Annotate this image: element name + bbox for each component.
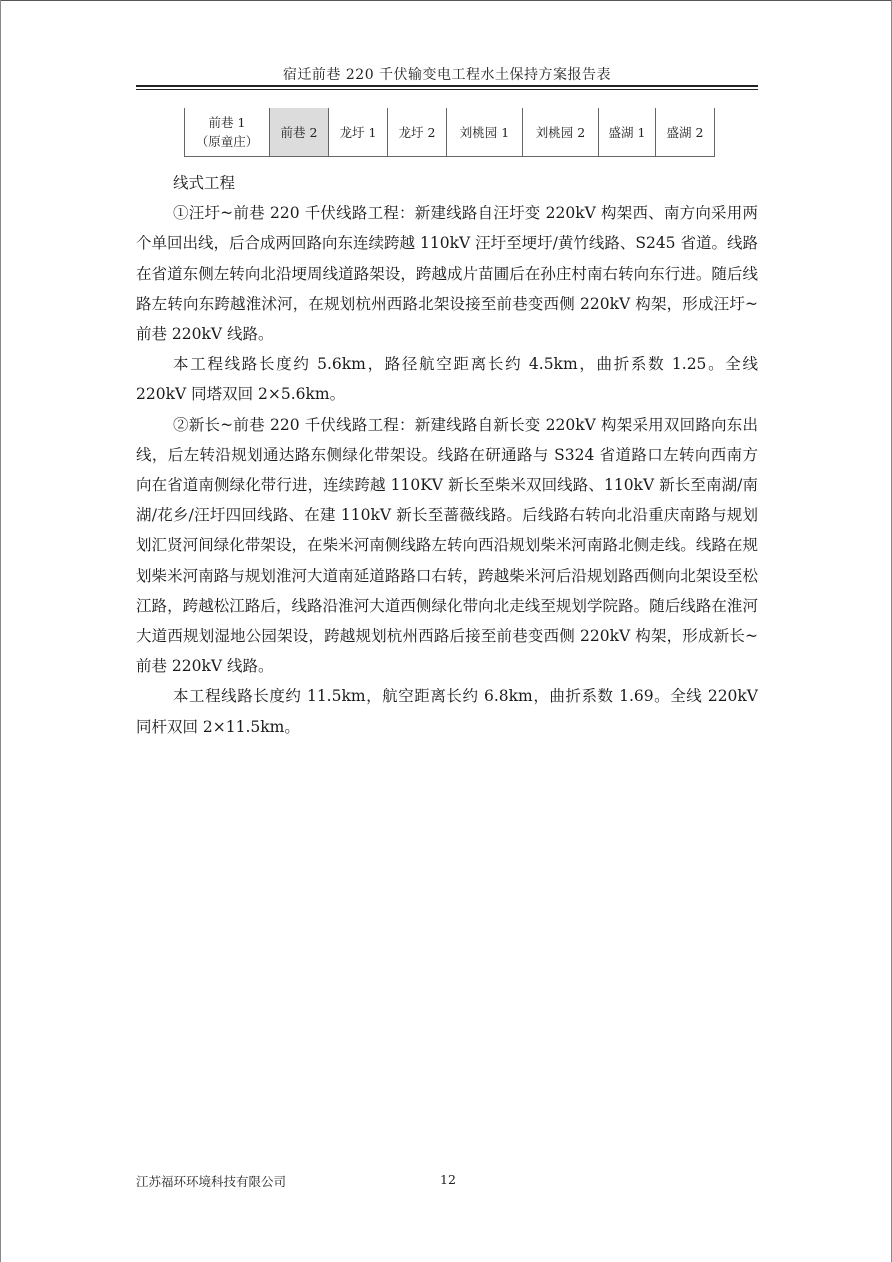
tab-label: 龙圩 1 bbox=[339, 124, 377, 140]
tab-label: 前巷 1 bbox=[208, 115, 246, 130]
tab-label: 盛湖 2 bbox=[666, 124, 704, 140]
tab-longwei-1[interactable] bbox=[329, 108, 388, 156]
tab-liutaoyuan-2[interactable] bbox=[523, 108, 599, 156]
header-rule-thin bbox=[136, 89, 758, 90]
tab-sublabel: （原童庄） bbox=[195, 134, 259, 149]
paragraph: ①汪圩~前巷 220 千伏线路工程：新建线路自汪圩变 220kV 构架西、南方向采用两个单回出线，后合成两回路向东连续跨越 110kV 汪圩至埂圩/黄竹线路、S245 省道。线路在省道东侧左转向北沿埂周线道路架设，跨越成片苗圃后在孙庄村南右转向东行进。随后线路左转向东跨越淮沭河，在规划杭州西路北架设接至前巷变西侧 220kV 构架，形成汪圩~前巷 220kV 线路。 bbox=[136, 204, 758, 344]
tab-liutaoyuan-1[interactable] bbox=[447, 108, 523, 156]
paragraph: ②新长~前巷 220 千伏线路工程：新建线路自新长变 220kV 构架采用双回路向东出线，后左转沿规划通达路东侧绿化带架设。线路在研通路与 S324 省道路口左转向西南方向在省道南侧绿化带行进，连续跨越 110KV 新长至柴米双回线路、110kV 新长至南湖/南湖/花乡/汪圩四回线路、在建 110kV 新长至蔷薇线路。后线路右转向北沿重庆南路与规划划汇贤河间绿化带架设，在柴米河南侧线路左转向西沿规划柴米河南路北侧走线。线路在规划柴米河南路与规划淮河大道南延道路路口右转，跨越柴米河后沿规划路西侧向北架设至松江路，跨越松江路后，线路沿淮河大道西侧绿化带向北走线至规划学院路。随后线路在淮河大道西规划湿地公园架设，跨越规划杭州西路后接至前巷变西侧 220kV 构架，形成新长~前巷 220kV 线路。 bbox=[136, 415, 758, 676]
document-body bbox=[136, 168, 758, 742]
tab-qianxiang-1[interactable] bbox=[185, 108, 270, 156]
page-top-border bbox=[0, 0, 892, 1]
tab-shenghu-1[interactable] bbox=[599, 108, 656, 156]
site-tabs bbox=[184, 108, 715, 157]
tab-label: 刘桃园 1 bbox=[459, 124, 510, 140]
header-title: 宿迁前巷 220 千伏输变电工程水土保持方案报告表 bbox=[282, 67, 612, 83]
page-left-border bbox=[0, 0, 1, 1262]
header-rule-thick bbox=[136, 85, 758, 87]
section-title: 线式工程 bbox=[173, 174, 236, 192]
page-number: 12 bbox=[440, 1172, 456, 1187]
tab-label: 刘桃园 2 bbox=[535, 124, 586, 140]
tab-label: 龙圩 2 bbox=[398, 124, 436, 140]
tab-label: 盛湖 1 bbox=[608, 124, 646, 140]
footer-company: 江苏福环环境科技有限公司 bbox=[136, 1174, 287, 1189]
tab-label: 前巷 2 bbox=[280, 124, 318, 140]
tab-shenghu-2[interactable] bbox=[656, 108, 715, 156]
paragraph: 本工程线路长度约 5.6km，路径航空距离长约 4.5km，曲折系数 1.25。全线 220kV 同塔双回 2×5.6km。 bbox=[136, 355, 758, 404]
paragraph: 本工程线路长度约 11.5km，航空距离长约 6.8km，曲折系数 1.69。全线 220kV 同杆双回 2×11.5km。 bbox=[136, 687, 758, 736]
tab-longwei-2[interactable] bbox=[388, 108, 447, 156]
tab-qianxiang-2[interactable] bbox=[270, 108, 329, 156]
